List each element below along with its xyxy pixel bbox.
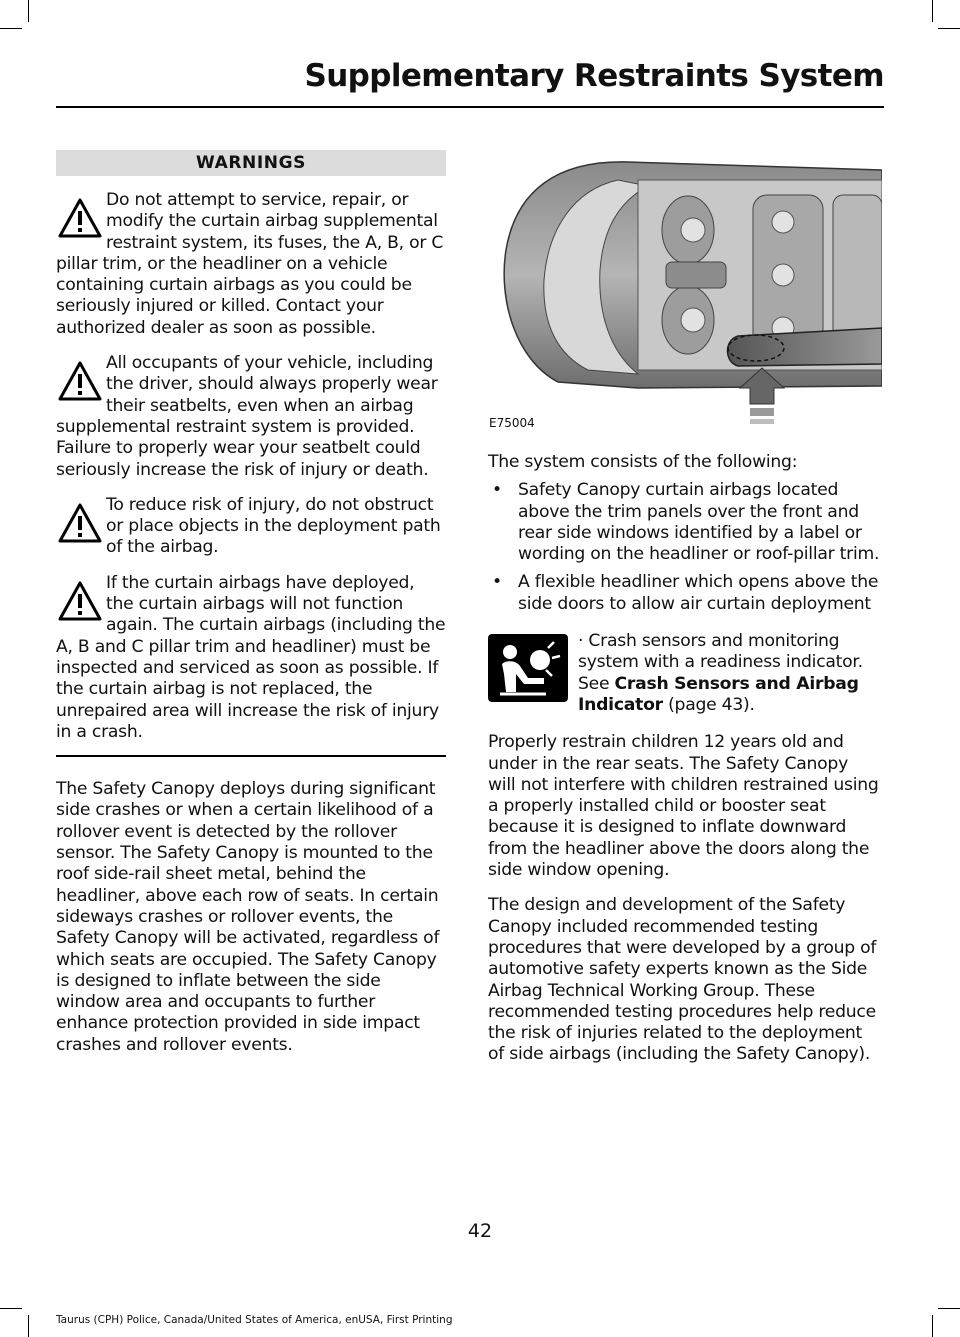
crop-mark	[932, 0, 933, 22]
crop-mark	[932, 1315, 933, 1337]
warning-text: Do not attempt to service, repair, or modify the curtain airbag supplemental restraint system, its fuses, the A, B, or C pillar trim, or the headliner on a vehicle containing curtain airbags as you could be seriously injured or killed. Contact your authorized dealer as soon as possible.	[56, 190, 444, 338]
warning-triangle-icon	[58, 581, 102, 621]
warnings-end-rule	[56, 755, 446, 757]
warning-block	[56, 573, 446, 743]
page-number: 42	[467, 1220, 493, 1242]
list-item	[488, 572, 880, 615]
airbag-warning-icon	[488, 634, 568, 702]
crop-mark	[0, 1308, 22, 1309]
system-components-list	[488, 480, 880, 615]
crop-mark	[28, 1315, 29, 1337]
warning-text: If the curtain airbags have deployed, the curtain airbags will not function again. The curtain airbags (including the A, B and C pillar trim and headliner) must be inspected and serviced as soon as possible. If the curtain airbag is not replaced, the unrepaired area will increase the risk of injury in a crash.	[56, 572, 446, 742]
vehicle-airbag-figure	[488, 150, 882, 430]
crash-sensor-item	[488, 631, 880, 716]
testing-procedures-paragraph: The design and development of the Safety Canopy included recommended testing procedures that were developed by a group of automotive safety experts known as the Side Airbag Technical Working Group. These recommended testing procedures help reduce the risk of injuries related to the deployment of side airbags (including the Safety Canopy).	[488, 895, 877, 1065]
warning-block	[56, 353, 446, 481]
crop-mark	[938, 28, 960, 29]
crop-mark	[0, 28, 22, 29]
system-intro: The system consists of the following:	[488, 452, 798, 472]
figure-code: E75004	[489, 416, 535, 430]
crop-mark	[28, 0, 29, 22]
warnings-heading: WARNINGS	[56, 150, 446, 176]
vehicle-airbag-illustration	[488, 150, 882, 430]
header-rule	[56, 106, 884, 108]
safety-canopy-description: The Safety Canopy deploys during significant side crashes or when a certain likelihood of a rollover event is detected by the rollover sensor. The Safety Canopy is mounted to the roof side-rail sheet metal, behind the headliner, above each row of seats. In certain sideways crashes or rollover events, the Safety Canopy will be activated, regardless of which seats are occupied. The Safety Canopy is designed to inflate between the side window area and occupants to further enhance protection provided in side impact crashes and rollover events.	[56, 779, 440, 1055]
warning-triangle-icon	[58, 198, 102, 238]
list-item-text: Safety Canopy curtain airbags located above the trim panels over the front and rear side windows identified by a label or wording on the headliner or roof-pillar trim.	[518, 480, 880, 565]
crop-mark	[938, 1308, 960, 1309]
bullet-glyph: •	[492, 572, 502, 593]
bullet-glyph: •	[492, 480, 502, 501]
left-column	[56, 150, 446, 1056]
right-column	[488, 150, 880, 1066]
warning-text: All occupants of your vehicle, including the driver, should always properly wear their seatbelts, even when an airbag supplemental restraint system is provided. Failure to properly wear your seatbelt could seriously increase the risk of injury or death.	[56, 353, 438, 480]
warning-text: To reduce risk of injury, do not obstruct or place objects in the deployment path of the airbag.	[106, 494, 441, 558]
warning-block	[56, 190, 446, 339]
page-title: Supplementary Restraints System	[304, 58, 884, 94]
crash-sensor-link[interactable]: Crash Sensors and Airbag Indicator	[578, 673, 859, 715]
warning-block	[56, 495, 446, 559]
footer-text: Taurus (CPH) Police, Canada/United States of America, enUSA, First Printing	[56, 1314, 453, 1326]
crash-sensor-text: · Crash sensors and monitoring system with a readiness indicator. See	[578, 631, 863, 694]
list-item	[488, 480, 880, 565]
page-reference: (page 43).	[662, 694, 755, 715]
warning-triangle-icon	[58, 361, 102, 401]
child-restraint-paragraph: Properly restrain children 12 years old and under in the rear seats. The Safety Canopy will not interfere with children restrained using a properly installed child or booster seat because it is designed to inflate downward from the headliner above the doors along the side window opening.	[488, 732, 879, 881]
list-item-text: A flexible headliner which opens above the side doors to allow air curtain deployment	[518, 572, 879, 614]
warning-triangle-icon	[58, 503, 102, 543]
